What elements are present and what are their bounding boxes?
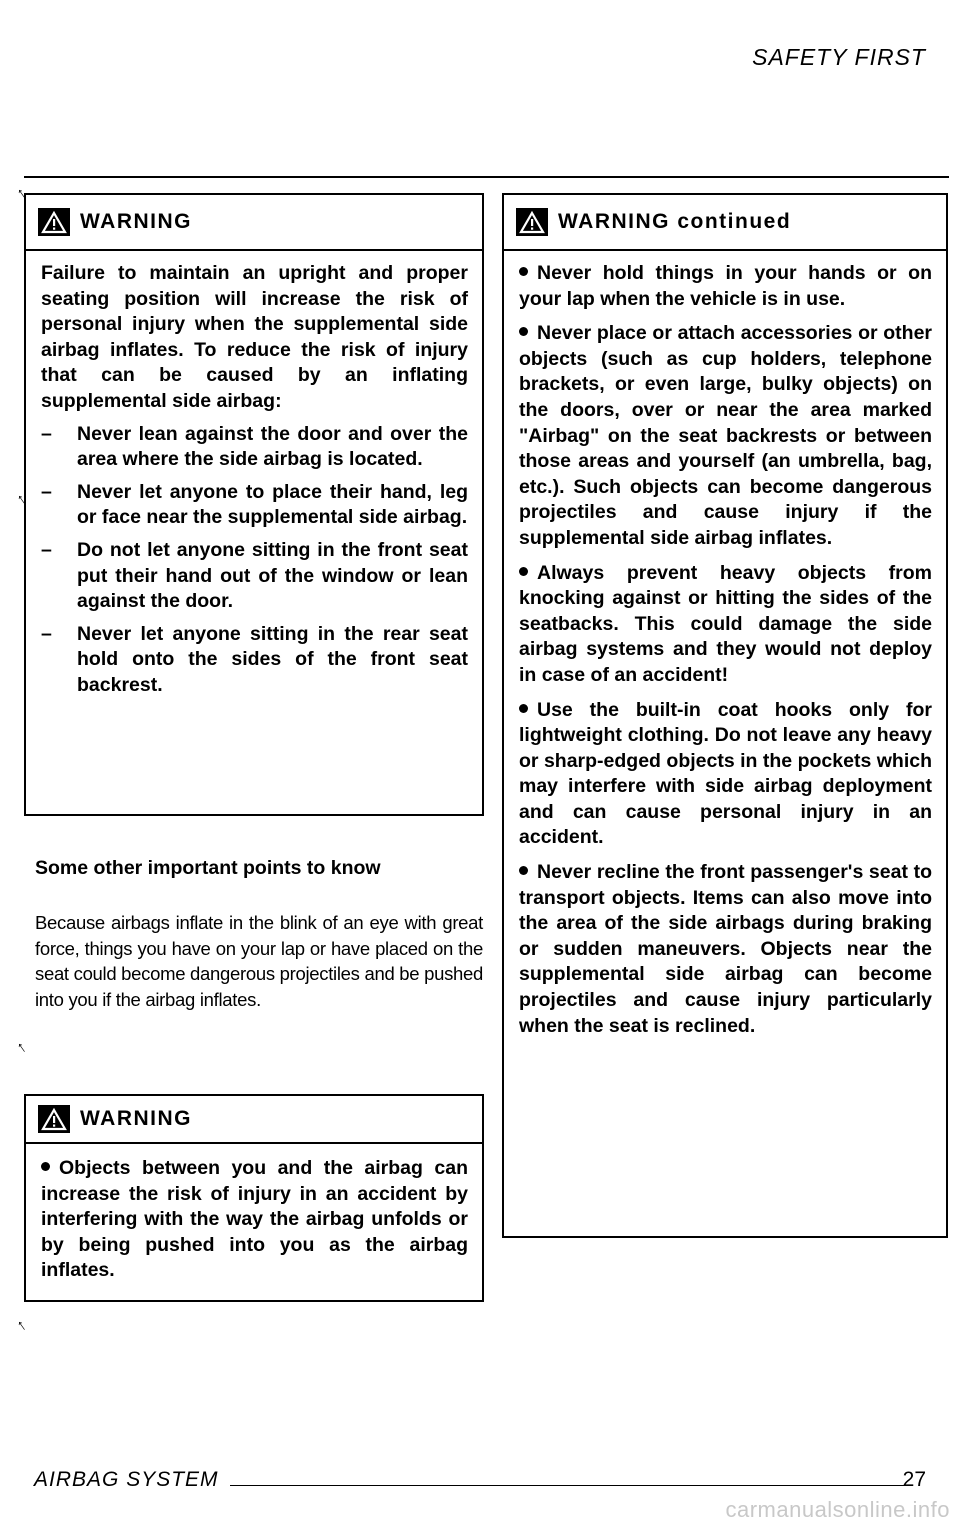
warning-item: Never hold things in your hands or on your lap when the vehicle is in use. — [519, 262, 932, 310]
section-heading: Some other important points to know — [35, 857, 381, 879]
warning-intro: Failure to maintain an upright and proper seating position will increase the risk of personal injury when the supplemental side airbag inflates. To reduce the risk of injury that can be caused by an inflating supplemental side airbag: — [41, 262, 468, 412]
body-paragraph: Because airbags inflate in the blink of an eye with great force, things you have on your lap or have placed on the seat could become dangerous projectiles and be pushed into you if the airbag inflates. — [35, 912, 483, 1010]
warning-title: WARNING — [80, 1107, 192, 1130]
page-number: 27 — [902, 1468, 926, 1491]
warning-item: – Never let anyone to place their hand, leg or face near the supplemental side airbag. — [41, 480, 468, 529]
running-header: SAFETY FIRST — [752, 44, 926, 70]
warning-box-continued — [502, 193, 948, 1238]
margin-mark: ↑ — [13, 490, 30, 509]
warning-triangle-icon — [516, 208, 548, 236]
warning-triangle-icon — [38, 1105, 70, 1133]
bullet-icon — [519, 704, 528, 713]
warning-item: Use the built-in coat hooks only for lightweight clothing. Do not leave any heavy or sharp-edged objects in the pockets which may interfere with side airbag deployment and can cause personal injury in an accident. — [519, 698, 932, 849]
watermark: carmanualsonline.info — [725, 1497, 950, 1522]
warning-item: – Do not let anyone sitting in the front seat put their hand out of the window or lean against the door. — [41, 538, 468, 613]
footer-rule — [230, 1485, 910, 1486]
margin-mark: ↑ — [13, 1038, 30, 1057]
warning-triangle-icon — [38, 208, 70, 236]
warning-item: Never recline the front passenger's seat to transport objects. Items can also move into the area of the side airbags during braking or sudden maneuvers. Objects near the supplemental side airbag can become projectiles and cause injury particularly when the seat is reclined. — [519, 861, 932, 1037]
warning-item: Never place or attach accessories or other objects (such as cup holders, telephone brackets, or even large, bulky objects) on the doors, over or near the area marked "Airbag" on the seat backrests or between those areas and yourself (an umbrella, bag, etc.). Such objects can become dangerous projectiles and cause injury if the supplemental side airbag inflates. — [519, 322, 932, 549]
warning-header — [26, 195, 482, 251]
margin-mark: ↑ — [13, 1316, 30, 1335]
header-rule — [24, 176, 949, 178]
warning-box-side-airbag — [24, 193, 484, 816]
warning-box-objects — [24, 1094, 484, 1302]
warning-item: – Never let anyone sitting in the rear seat hold onto the sides of the front seat backrest. — [41, 622, 468, 696]
bullet-icon — [519, 327, 528, 336]
bullet-icon — [519, 267, 528, 276]
bullet-icon — [41, 1162, 50, 1171]
warning-item: Objects between you and the airbag can increase the risk of injury in an accident by interfering with the way the airbag unfolds or by being pushed into you as the airbag inflates. — [41, 1157, 468, 1282]
warning-item: – Never lean against the door and over the area where the side airbag is located. — [41, 422, 468, 471]
warning-item: Always prevent heavy objects from knocking against or hitting the sides of the seatbacks. This could damage the side airbag systems and they would not deploy in case of an accident! — [519, 561, 932, 686]
warning-title: WARNING continued — [558, 210, 792, 233]
warning-header — [504, 195, 946, 251]
bullet-icon — [519, 567, 528, 576]
footer-chapter: AIRBAG SYSTEM — [34, 1468, 219, 1491]
bullet-icon — [519, 866, 528, 875]
warning-header — [26, 1096, 482, 1144]
warning-title: WARNING — [80, 210, 192, 233]
margin-mark: ↑ — [13, 184, 30, 203]
